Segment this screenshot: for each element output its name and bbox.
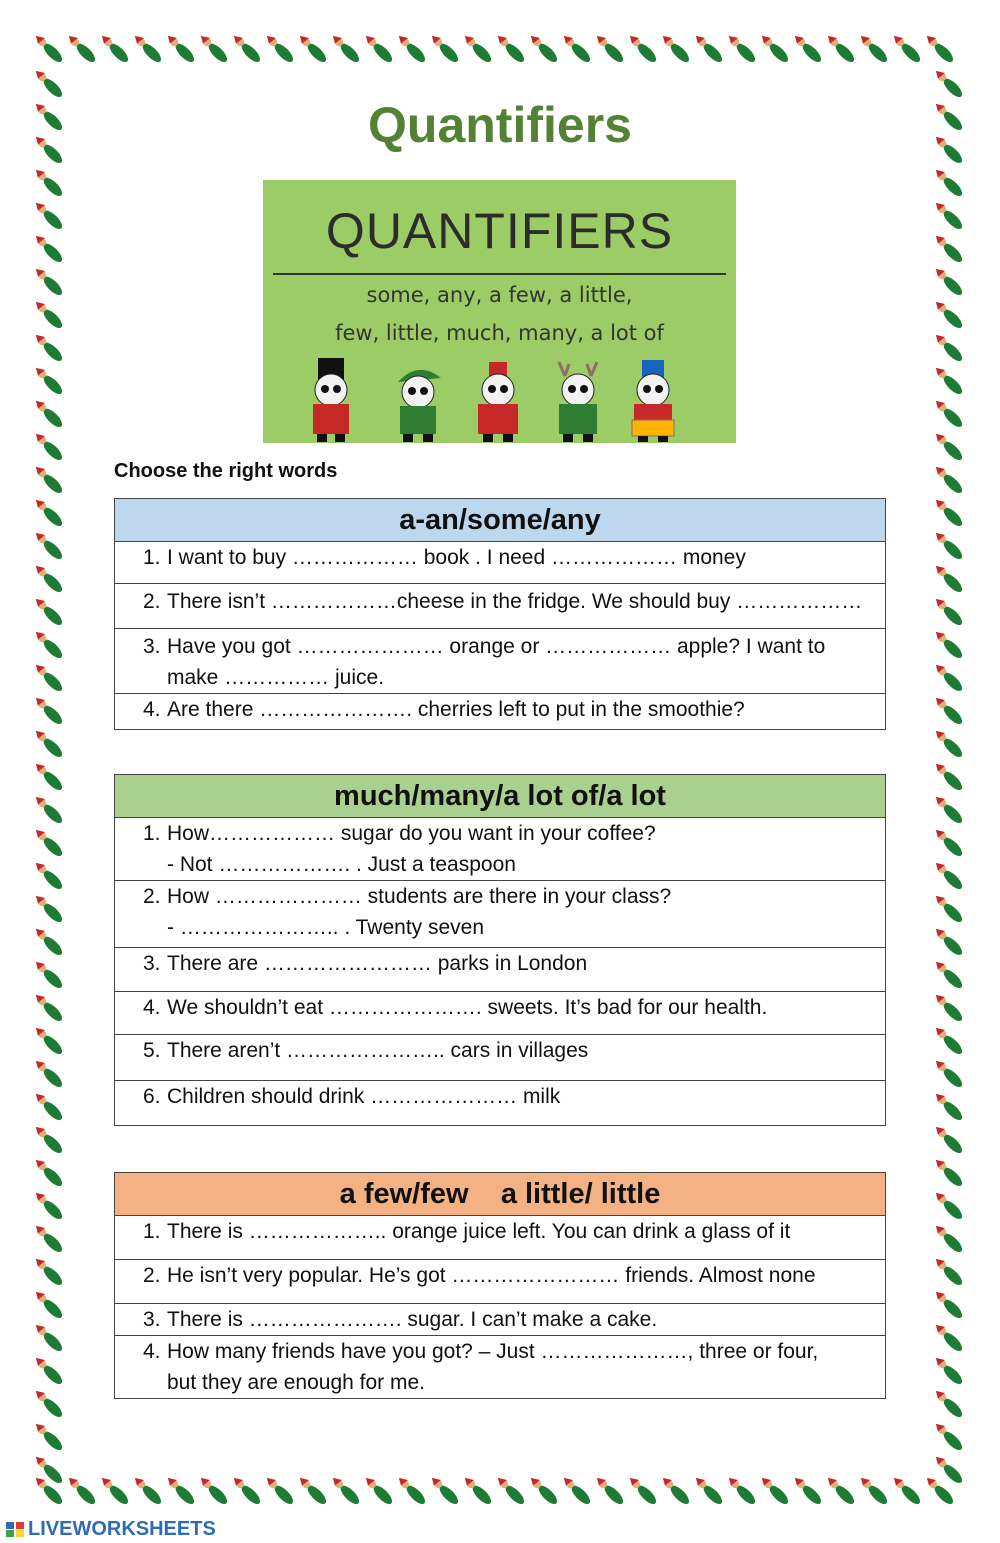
exercise-item [115, 1304, 886, 1336]
quantifiers-banner-image [263, 180, 736, 443]
item-number: 3. [143, 952, 161, 975]
border-figure-icon [65, 32, 98, 65]
border-figure-icon [32, 595, 65, 628]
panda-characters-illustration [263, 358, 736, 443]
border-figure-icon [197, 32, 230, 65]
item-number: 2. [143, 1264, 161, 1287]
border-figure-icon [230, 1474, 263, 1507]
border-figure-icon [857, 32, 890, 65]
exercise-item [115, 542, 886, 584]
item-number: 2. [143, 590, 161, 613]
border-figure-icon [32, 991, 65, 1024]
border-figure-icon [32, 463, 65, 496]
item-text: He isn’t very popular. He’s got …………………… friends. Almost none [167, 1264, 816, 1287]
border-figure-icon [32, 661, 65, 694]
border-figure-icon [461, 32, 494, 65]
border-figure-icon [932, 793, 965, 826]
border-figure-icon [758, 32, 791, 65]
border-figure-icon [932, 595, 965, 628]
border-figure-icon [659, 32, 692, 65]
border-figure-icon [527, 32, 560, 65]
border-figure-icon [329, 1474, 362, 1507]
border-figure-icon [32, 1057, 65, 1090]
border-figure-icon [659, 1474, 692, 1507]
decorative-border-top [30, 30, 970, 70]
border-figure-icon [32, 1189, 65, 1222]
border-figure-icon [32, 166, 65, 199]
border-figure-icon [65, 1474, 98, 1507]
border-figure-icon [932, 727, 965, 760]
exercise-table-much-many [114, 774, 886, 1126]
exercise-item [115, 992, 886, 1035]
item-answer-line: - ………………….. . Twenty seven [167, 916, 485, 939]
exercise-item [115, 818, 886, 881]
border-figure-icon [296, 1474, 329, 1507]
border-figure-icon [32, 826, 65, 859]
item-answer-line: - Not ………………. . Just a teaspoon [167, 853, 516, 876]
border-figure-icon [932, 364, 965, 397]
border-figure-icon [932, 1057, 965, 1090]
border-figure-icon [32, 364, 65, 397]
item-text: There is …………………. sugar. I can’t make a cake. [167, 1308, 658, 1331]
border-figure-icon [932, 562, 965, 595]
exercise-item [115, 881, 886, 948]
border-figure-icon [32, 1255, 65, 1288]
border-figure-icon [932, 925, 965, 958]
border-figure-icon [296, 32, 329, 65]
border-figure-icon [824, 1474, 857, 1507]
border-figure-icon [131, 32, 164, 65]
border-figure-icon [32, 298, 65, 331]
border-figure-icon [98, 32, 131, 65]
border-figure-icon [593, 1474, 626, 1507]
border-figure-icon [932, 1321, 965, 1354]
border-figure-icon [461, 1474, 494, 1507]
item-text-continued: but they are enough for me. [167, 1371, 425, 1394]
border-figure-icon [932, 661, 965, 694]
border-figure-icon [362, 1474, 395, 1507]
page-title: Quantifiers [368, 97, 632, 153]
border-figure-icon [725, 32, 758, 65]
section-heading: a few/few a little/ little [115, 1173, 886, 1216]
border-figure-icon [932, 1189, 965, 1222]
section-heading: a-an/some/any [115, 499, 886, 542]
border-figure-icon [932, 1024, 965, 1057]
border-figure-icon [932, 1420, 965, 1453]
border-figure-icon [932, 529, 965, 562]
item-number: 1. [143, 822, 161, 845]
border-figure-icon [32, 1156, 65, 1189]
border-figure-icon [593, 32, 626, 65]
banner-divider [273, 273, 726, 275]
banner-heading: QUANTIFIERS [325, 203, 674, 259]
border-figure-icon [932, 496, 965, 529]
brand-name: LIVEWORKSHEETS [28, 1517, 216, 1540]
exercise-table-few-little [114, 1172, 886, 1399]
panda-soldier-icon [313, 358, 349, 442]
section-heading: much/many/a lot of/a lot [115, 775, 886, 818]
border-figure-icon [32, 496, 65, 529]
border-figure-icon [98, 1474, 131, 1507]
border-figure-icon [32, 628, 65, 661]
border-figure-icon [329, 32, 362, 65]
panda-reindeer-icon [559, 362, 597, 442]
border-figure-icon [32, 430, 65, 463]
border-figure-icon [932, 991, 965, 1024]
border-figure-icon [692, 32, 725, 65]
item-number: 4. [143, 698, 161, 721]
exercise-item [115, 1336, 886, 1399]
item-number: 4. [143, 996, 161, 1019]
border-figure-icon [32, 232, 65, 265]
item-text: We shouldn’t eat …………………. sweets. It’s bad for our health. [167, 996, 768, 1019]
exercise-item [115, 629, 886, 694]
item-text-continued: make …………… juice. [167, 666, 385, 689]
panda-drummer-icon [632, 360, 674, 442]
border-figure-icon [32, 1222, 65, 1255]
border-figure-icon [932, 958, 965, 991]
border-figure-icon [263, 1474, 296, 1507]
border-figure-icon [932, 1123, 965, 1156]
border-figure-icon [32, 958, 65, 991]
item-text: How……………… sugar do you want in your coffee? [167, 822, 656, 845]
border-figure-icon [725, 1474, 758, 1507]
border-figure-icon [428, 32, 461, 65]
panda-fez-icon [478, 362, 518, 442]
item-text: There aren’t ………………….. cars in villages [167, 1039, 589, 1062]
border-figure-icon [932, 331, 965, 364]
item-text: Children should drink ………………… milk [167, 1085, 561, 1108]
border-figure-icon [932, 1255, 965, 1288]
border-figure-icon [932, 1156, 965, 1189]
border-figure-icon [32, 1090, 65, 1123]
border-figure-icon [932, 199, 965, 232]
banner-line-2: few, little, much, many, a lot of [335, 321, 664, 345]
border-figure-icon [362, 32, 395, 65]
border-figure-icon [932, 430, 965, 463]
border-figure-icon [494, 1474, 527, 1507]
border-figure-icon [230, 32, 263, 65]
border-figure-icon [32, 265, 65, 298]
decorative-border-left [30, 30, 70, 1512]
item-text: Have you got ………………… orange or ……………… apple? I want to [167, 635, 826, 658]
border-figure-icon [932, 1453, 965, 1486]
liveworksheets-brand[interactable] [6, 1519, 216, 1539]
item-text: How many friends have you got? – Just …………………, three or four, [167, 1340, 819, 1363]
border-figure-icon [395, 32, 428, 65]
border-figure-icon [164, 32, 197, 65]
border-figure-icon [32, 529, 65, 562]
border-figure-icon [164, 1474, 197, 1507]
exercise-item [115, 1035, 886, 1081]
border-figure-icon [692, 1474, 725, 1507]
border-figure-icon [758, 1474, 791, 1507]
item-text: There are …………………… parks in London [167, 952, 588, 975]
item-number: 4. [143, 1340, 161, 1363]
item-text: Are there …………………. cherries left to put in the smoothie? [167, 698, 745, 721]
border-figure-icon [32, 1321, 65, 1354]
border-figure-icon [932, 397, 965, 430]
border-figure-icon [626, 32, 659, 65]
border-figure-icon [32, 892, 65, 925]
border-figure-icon [32, 925, 65, 958]
panda-elf-icon [398, 370, 441, 442]
border-figure-icon [32, 760, 65, 793]
border-figure-icon [932, 1354, 965, 1387]
border-figure-icon [32, 1387, 65, 1420]
border-figure-icon [32, 67, 65, 100]
border-figure-icon [932, 232, 965, 265]
item-number: 2. [143, 885, 161, 908]
border-figure-icon [932, 859, 965, 892]
item-text: There isn’t ………………cheese in the fridge. We should buy ……………… [167, 590, 863, 613]
border-figure-icon [626, 1474, 659, 1507]
border-figure-icon [494, 32, 527, 65]
border-figure-icon [791, 1474, 824, 1507]
border-figure-icon [932, 265, 965, 298]
border-figure-icon [932, 892, 965, 925]
item-number: 1. [143, 546, 161, 569]
item-number: 6. [143, 1085, 161, 1108]
item-number: 3. [143, 635, 161, 658]
item-number: 1. [143, 1220, 161, 1243]
border-figure-icon [32, 859, 65, 892]
item-number: 5. [143, 1039, 161, 1062]
liveworksheets-logo-icon [6, 1520, 26, 1538]
border-figure-icon [560, 32, 593, 65]
border-figure-icon [32, 562, 65, 595]
border-figure-icon [932, 760, 965, 793]
exercise-item [115, 694, 886, 730]
border-figure-icon [131, 1474, 164, 1507]
border-figure-icon [932, 1288, 965, 1321]
border-figure-icon [32, 1420, 65, 1453]
border-figure-icon [932, 694, 965, 727]
border-figure-icon [932, 1387, 965, 1420]
exercise-item [115, 1260, 886, 1304]
border-figure-icon [395, 1474, 428, 1507]
decorative-border-bottom [30, 1472, 970, 1512]
border-figure-icon [932, 628, 965, 661]
border-figure-icon [32, 793, 65, 826]
border-figure-icon [32, 199, 65, 232]
border-figure-icon [932, 166, 965, 199]
border-figure-icon [560, 1474, 593, 1507]
item-text: I want to buy ……………… book . I need ……………… money [167, 546, 746, 569]
border-figure-icon [32, 727, 65, 760]
item-number: 3. [143, 1308, 161, 1331]
instruction-text: Choose the right words [114, 460, 338, 482]
decorative-border-right [930, 30, 970, 1512]
border-figure-icon [932, 298, 965, 331]
border-figure-icon [890, 32, 923, 65]
exercise-item [115, 584, 886, 629]
item-text: There is ……………….. orange juice left. You can drink a glass of it [167, 1220, 791, 1243]
border-figure-icon [32, 1123, 65, 1156]
border-figure-icon [890, 1474, 923, 1507]
exercise-table-a-an-some-any [114, 498, 886, 730]
border-figure-icon [32, 1024, 65, 1057]
border-figure-icon [791, 32, 824, 65]
border-figure-icon [932, 826, 965, 859]
border-figure-icon [932, 67, 965, 100]
border-figure-icon [32, 694, 65, 727]
border-figure-icon [932, 463, 965, 496]
border-figure-icon [527, 1474, 560, 1507]
border-figure-icon [824, 32, 857, 65]
item-text: How ………………… students are there in your class? [167, 885, 672, 908]
border-figure-icon [32, 397, 65, 430]
exercise-item [115, 1081, 886, 1126]
border-figure-icon [857, 1474, 890, 1507]
border-figure-icon [932, 1222, 965, 1255]
border-figure-icon [32, 1288, 65, 1321]
border-figure-icon [32, 1453, 65, 1486]
border-figure-icon [263, 32, 296, 65]
exercise-item [115, 1216, 886, 1260]
banner-line-1: some, any, a few, a little, [366, 283, 633, 307]
border-figure-icon [428, 1474, 461, 1507]
border-figure-icon [197, 1474, 230, 1507]
border-figure-icon [32, 1354, 65, 1387]
exercise-item [115, 948, 886, 992]
border-figure-icon [932, 1090, 965, 1123]
border-figure-icon [32, 331, 65, 364]
